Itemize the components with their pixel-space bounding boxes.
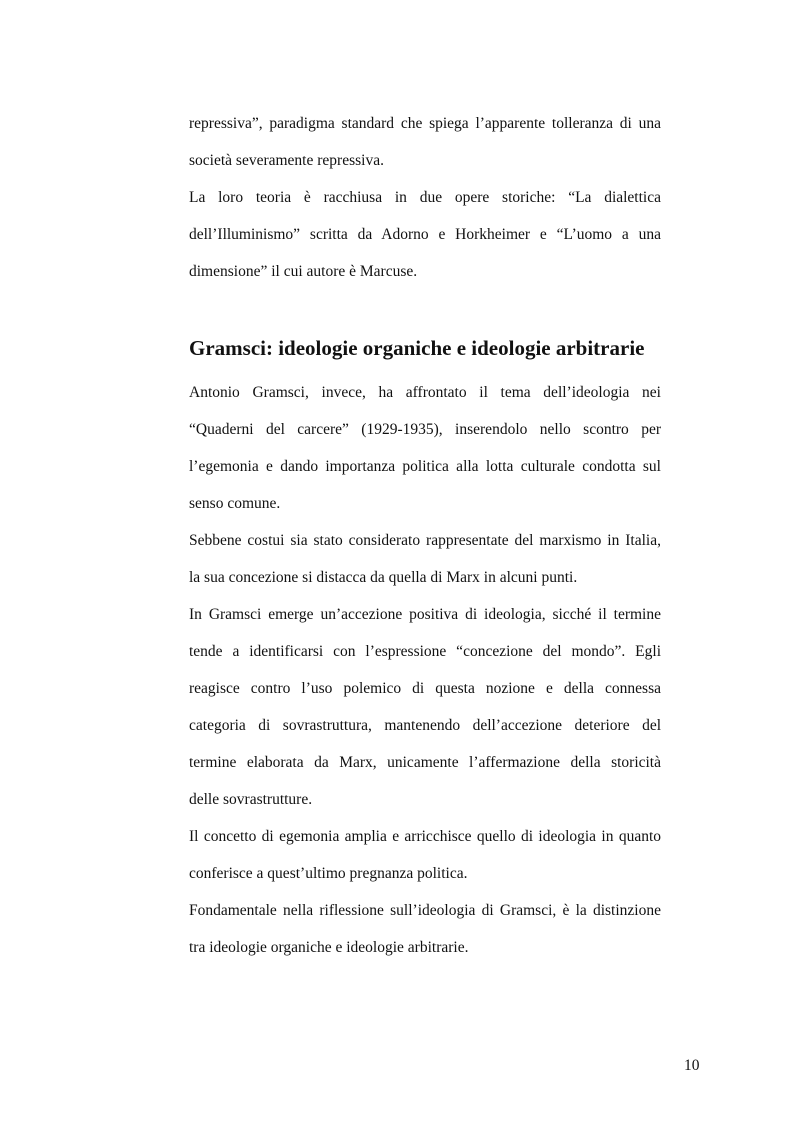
text-line: l’egemonia e dando importanza politica alla lotta culturale condotta sul bbox=[189, 458, 661, 475]
page-number: 10 bbox=[684, 1057, 700, 1074]
text-line: conferisce a quest’ultimo pregnanza politica. bbox=[189, 865, 468, 882]
paragraph-block-intro bbox=[189, 115, 661, 300]
text-line: dell’Illuminismo” scritta da Adorno e Horkheimer e “L’uomo a una bbox=[189, 226, 661, 243]
text-line: delle sovrastrutture. bbox=[189, 791, 313, 808]
text-line: senso comune. bbox=[189, 495, 281, 512]
text-line: “Quaderni del carcere” (1929-1935), inserendolo nello scontro per bbox=[189, 421, 661, 438]
text-line: Antonio Gramsci, invece, ha affrontato il tema dell’ideologia nei bbox=[189, 384, 661, 401]
text-line: tende a identificarsi con l’espressione “concezione del mondo”. Egli bbox=[189, 643, 661, 660]
text-line: tra ideologie organiche e ideologie arbitrarie. bbox=[189, 939, 469, 956]
text-line: la sua concezione si distacca da quella di Marx in alcuni punti. bbox=[189, 569, 578, 586]
text-line: Fondamentale nella riflessione sull’ideologia di Gramsci, è la distinzione bbox=[189, 902, 661, 919]
text-line: repressiva”, paradigma standard che spiega l’apparente tolleranza di una bbox=[189, 115, 661, 132]
text-line: Sebbene costui sia stato considerato rappresentate del marxismo in Italia, bbox=[189, 532, 661, 549]
text-line: categoria di sovrastruttura, mantenendo dell’accezione deteriore del bbox=[189, 717, 661, 734]
section-heading: Gramsci: ideologie organiche e ideologie arbitrarie bbox=[189, 336, 645, 360]
text-line: In Gramsci emerge un’accezione positiva di ideologia, sicché il termine bbox=[189, 606, 661, 623]
text-line: La loro teoria è racchiusa in due opere storiche: “La dialettica bbox=[189, 189, 661, 206]
text-line: Il concetto di egemonia amplia e arricchisce quello di ideologia in quanto bbox=[189, 828, 661, 845]
text-line: termine elaborata da Marx, unicamente l’affermazione della storicità bbox=[189, 754, 661, 771]
text-line: dimensione” il cui autore è Marcuse. bbox=[189, 263, 418, 280]
paragraph-block-gramsci bbox=[189, 384, 661, 976]
text-line: società severamente repressiva. bbox=[189, 152, 384, 169]
text-line: reagisce contro l’uso polemico di questa nozione e della connessa bbox=[189, 680, 661, 697]
